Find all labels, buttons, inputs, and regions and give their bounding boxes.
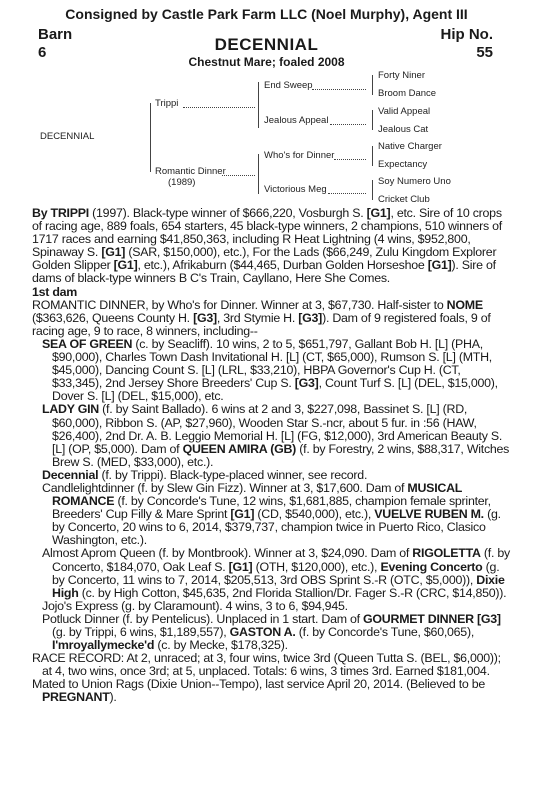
pedigree-bracket: [150, 103, 151, 172]
pedigree-leader: [328, 193, 366, 194]
consignor-line: Consigned by Castle Park Farm LLC (Noel Murphy), Agent III: [65, 6, 468, 22]
foal-entry: Almost Aprom Queen (f. by Montbrook). Winner at 3, $24,090. Dam of RIGOLETTA (f. by Concerto, $184,070, Oak Leaf S. [G1] (OTH, $120,000), etc.), Evening Concerto (g. by Concerto, 11 wins to 7, 2014, $205,513, 3rd OBS Sprint S.-R (OTC, $5,000)), Dixie High (c. by High Cotton, $45,635, 2nd Florida Stallion/Dr. Fager S.-R (CRC, $14,850)).: [42, 546, 510, 600]
horse-name: DECENNIAL: [214, 35, 319, 54]
pedigree-leader: [334, 159, 366, 160]
mating-info: Mated to Union Rags (Dixie Union--Tempo), last service April 20, 2014. (Believed to be PREGNANT).: [32, 677, 486, 705]
foal-entry: Potluck Dinner (f. by Pentelicus). Unplaced in 1 start. Dam of GOURMET DINNER [G3] (g. by Trippi, 6 wins, $1,189,557), GASTON A. (f. by Concorde's Tune, $60,065), I'mroyallymecke'd (c. by Mecke, $178,325).: [42, 611, 501, 653]
foal-entry: LADY GIN (f. by Saint Ballado). 6 wins at 2 and 3, $227,098, Bassinet S. [L] (RD, $60,000), Ribbon S. (AP, $27,960), Wooden Star S.-ncr, about 5 fur. in :56 (HAW, $26,400), 2nd Dr. A. B. Leggio Memorial H. [L] (FG, $12,000), 3rd American Beauty S. [L] (OP, $5,000). Dam of QUEEN AMIRA (GB) (f. by Forestry, 2 wins, $88,317, Witches Brew S. (MED, $33,000), etc.).: [42, 402, 510, 469]
foal-entry: Candlelightdinner (f. by Slew Gin Fizz). Winner at 3, $17,600. Dam of MUSICAL ROMANCE (f. by Concorde's Tune, 12 wins, $1,681,885, champion female sprinter, Breeders' Cup Filly & Mare Sprint [G1] (CD, $540,000), etc.), VUELVE RUBEN M. (g. by Concerto, 20 wins to 6, 2014, $379,737, champion twice in Puerto Rico, Clasico Washington, etc.).: [42, 480, 501, 548]
pedigree-dam: Romantic Dinner: [155, 166, 226, 177]
hip-number: 55: [476, 44, 493, 61]
pedigree-ggs-6: Expectancy: [378, 159, 428, 170]
pedigree-sire: Trippi: [155, 98, 179, 109]
hip-label: Hip No.: [440, 26, 493, 43]
foal-entry: SEA OF GREEN (c. by Seacliff). 10 wins, 2 to 5, $651,797, Gallant Bob H. [L] (PHA, $90,000), Charles Town Dash Invitational H. [L] (CT, $65,000), Rumson S. [L] (MTH, $45,000), Dancing Count S. [L] (LRL, $33,210), HBPA Governor's Cup H. (CT, $33,345), 2nd Jersey Shore Breeders' Cup S. [G3], Count Turf S. [L] (DEL, $15,000), Dover S. [L] (DEL, $15,000), etc.: [42, 336, 498, 404]
catalog-body: [32, 207, 510, 705]
barn-number: 6: [38, 44, 47, 61]
pedigree-subject: DECENNIAL: [40, 131, 95, 142]
sire-paragraph: By TRIPPI (1997). Black-type winner of $666,220, Vosburgh S. [G1], etc. Sire of 10 crops of racing age, 889 foals, 654 starters, 45 black-type winners, 2 champions, 510 winners of 1717 races and earning $41,850,363, including R Heat Lightning (4 wins, $952,800, Spinaway S. [G1] (SAR, $150,000), etc.), For the Lads ($66,249, Zulu Kingdom Explorer Golden Slipper [G1], etc.), Afrikaburn ($44,465, Durban Golden Horseshoe [G1]). Sire of dams of black-type winners B C's Train, Cayllano, Here She Comes.: [32, 206, 502, 286]
first-dam-heading: 1st dam: [32, 284, 78, 299]
pedigree-dam-year: (1989): [168, 177, 196, 188]
pedigree-bracket: [372, 75, 373, 95]
foal-entry: Decennial (f. by Trippi). Black-type-placed winner, see record.: [42, 467, 368, 482]
pedigree-bracket: [258, 82, 259, 128]
pedigree-ggs-8: Cricket Club: [378, 194, 430, 205]
pedigree-ggs-2: Broom Dance: [378, 88, 437, 99]
race-record: RACE RECORD: At 2, unraced; at 3, four wins, twice 3rd (Queen Tutta S. (BEL, $6,000)); at 4, two wins, once 3rd; at 5, unplaced. Totals: 6 wins, 3 times 3rd. Earned $181,004.: [32, 651, 501, 679]
pedigree-bracket: [372, 180, 373, 200]
pedigree-dam-sire: Who's for Dinner: [264, 150, 335, 161]
foal-entry: Jojo's Express (g. by Claramount). 4 wins, 3 to 6, $94,945.: [42, 598, 348, 613]
pedigree-ggs-7: Soy Numero Uno: [378, 176, 451, 187]
pedigree-sire-dam: Jealous Appeal: [264, 115, 329, 126]
pedigree-dam-dam: Victorious Meg: [264, 184, 327, 195]
pedigree-sire-sire: End Sweep: [264, 80, 313, 91]
pedigree-ggs-5: Native Charger: [378, 141, 442, 152]
pedigree-leader: [330, 124, 366, 125]
pedigree-ggs-3: Valid Appeal: [378, 106, 431, 117]
horse-description: Chestnut Mare; foaled 2008: [188, 55, 345, 69]
pedigree-ggs-4: Jealous Cat: [378, 124, 429, 135]
first-dam-paragraph: ROMANTIC DINNER, by Who's for Dinner. Winner at 3, $67,730. Half-sister to NOME ($363,626, Queens County H. [G3], 3rd Stymie H. [G3]). Dam of 9 registered foals, 9 of racing age, 9 to race, 8 winners, including--: [32, 297, 491, 338]
pedigree-ggs-1: Forty Niner: [378, 70, 425, 81]
pedigree-leader: [183, 107, 255, 108]
pedigree-leader: [312, 89, 366, 90]
sire-lead: By TRIPPI: [32, 206, 89, 220]
pedigree-bracket: [372, 110, 373, 130]
barn-label: Barn: [38, 26, 73, 43]
pedigree-bracket: [258, 154, 259, 194]
pedigree-bracket: [372, 146, 373, 166]
pedigree-leader: [222, 175, 255, 176]
